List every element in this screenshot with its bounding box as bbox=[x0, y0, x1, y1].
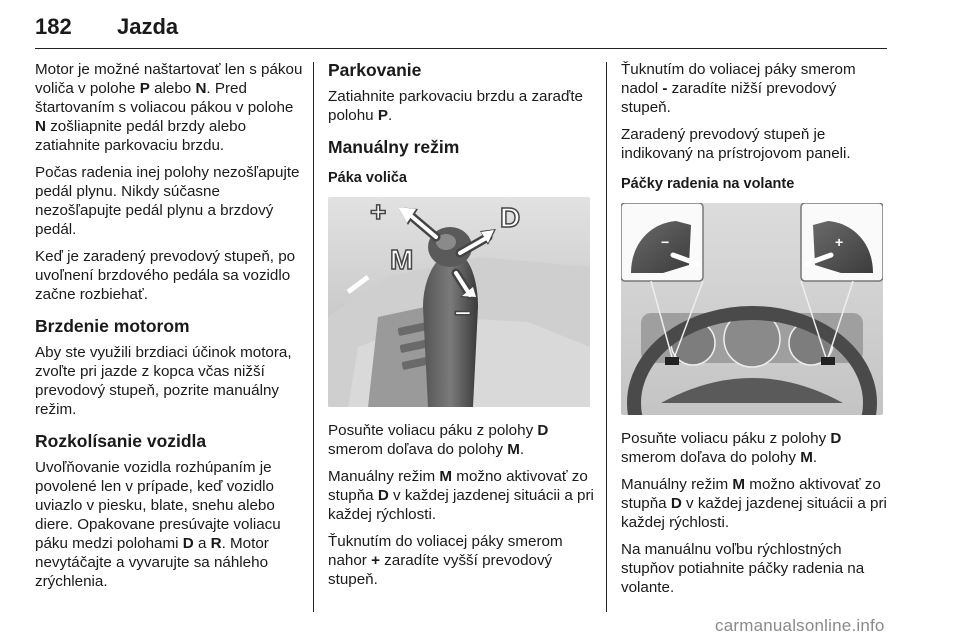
column-3 bbox=[621, 60, 889, 605]
bold-term: D bbox=[830, 430, 842, 447]
paragraph-downshift: Ťuknutím do voliacej páky smerom nadol - zaradíte nižší prevodový stupeň. bbox=[621, 61, 856, 116]
bold-term: P bbox=[377, 107, 388, 124]
bold-term: D bbox=[670, 495, 682, 512]
page-header bbox=[35, 8, 887, 49]
heading-steering-paddles: Páčky radenia na volante bbox=[621, 176, 795, 192]
bold-term: R bbox=[210, 535, 222, 552]
column-1 bbox=[35, 60, 303, 599]
bold-term: - bbox=[662, 80, 668, 97]
paragraph-rocking-vehicle: Uvoľňovanie vozidla rozhúpaním je povolené len v prípade, keď vozidlo uviazlo v piesku, blate, snehu alebo diere. Opakovane presúvajte voliacu páku medzi polohami D a R. Motor nevytáčajte a vyvarujte sa náhleho zrýchlenia. bbox=[35, 459, 281, 590]
heading-rocking-vehicle: Rozkolísanie vozidla bbox=[35, 431, 207, 451]
figure-label-minus: − bbox=[454, 297, 472, 330]
column-2 bbox=[328, 60, 596, 597]
paragraph-start-conditions: Motor je možné naštartovať len s pákou voliča v polohe P alebo N. Pred štartovaním s voliacou pákou v polohe N zošliapnite pedál brzdy alebo zatiahnite parkovaciu brzdu. bbox=[35, 61, 303, 154]
bold-term: M bbox=[732, 476, 746, 493]
paragraph-upshift: Ťuknutím do voliacej páky smerom nahor + zaradíte vyšší prevodový stupeň. bbox=[328, 533, 563, 588]
paragraph-manual-activation: Manuálny režim M možno aktivovať zo stupňa D v každej jazdenej situácii a pri každej rýchlosti. bbox=[328, 468, 594, 523]
paragraph-brake-release: Keď je zaradený prevodový stupeň, po uvoľnení brzdového pedála sa vozidlo začne rozbiehať. bbox=[35, 248, 296, 303]
figure-label-m: M bbox=[390, 244, 414, 275]
paragraph-gear-indicator: Zaradený prevodový stupeň je indikovaný na prístrojovom paneli. bbox=[621, 126, 851, 162]
paragraph-gas-pedal: Počas radenia inej polohy nezošľapujte pedál plynu. Nikdy súčasne nezošľapujte pedál plynu a brzdový pedál. bbox=[35, 164, 300, 238]
bold-term: M bbox=[507, 441, 520, 458]
figure-label-d: D bbox=[500, 202, 521, 233]
bold-term: N bbox=[35, 118, 46, 135]
heading-engine-braking: Brzdenie motorom bbox=[35, 316, 190, 336]
bold-term: M bbox=[439, 468, 453, 485]
watermark: carmanualsonline.info bbox=[715, 616, 885, 635]
paragraph-manual-activation-2: Manuálny režim M možno aktivovať zo stupňa D v každej jazdenej situácii a pri každej rýchlosti. bbox=[621, 476, 887, 531]
column-divider-2 bbox=[606, 62, 607, 612]
bold-term: D bbox=[537, 422, 549, 439]
paragraph-paddle-usage: Na manuálnu voľbu rýchlostných stupňov potiahnite páčky radenia na volante. bbox=[621, 541, 865, 596]
column-divider-1 bbox=[313, 62, 314, 612]
heading-selector-lever: Páka voliča bbox=[328, 170, 407, 186]
paragraph-engine-braking: Aby ste využili brzdiaci účinok motora, zvoľte pri jazde z kopca včas nižší prevodový stupeň, pozrite manuálny režim. bbox=[35, 344, 292, 418]
paddle-label-plus: + bbox=[835, 234, 844, 250]
bold-term: D bbox=[377, 487, 389, 504]
heading-manual-mode: Manuálny režim bbox=[328, 137, 460, 157]
heading-parking: Parkovanie bbox=[328, 60, 422, 80]
paragraph-move-to-m-2: Posuňte voliacu páku z polohy D smerom doľava do polohy M. bbox=[621, 430, 842, 466]
bold-term: D bbox=[182, 535, 194, 552]
selector-lever-figure bbox=[328, 197, 590, 407]
bold-term: M bbox=[800, 449, 813, 466]
bold-term: P bbox=[139, 80, 150, 97]
figure-label-plus: + bbox=[370, 197, 387, 227]
steering-paddles-figure bbox=[621, 203, 883, 415]
bold-term: N bbox=[195, 80, 207, 97]
page-title: Jazda bbox=[117, 14, 179, 39]
paragraph-parking: Zatiahnite parkovaciu brzdu a zaraďte polohu P. bbox=[328, 88, 584, 124]
paragraph-move-to-m: Posuňte voliacu páku z polohy D smerom doľava do polohy M. bbox=[328, 422, 549, 458]
paddle-label-minus: − bbox=[661, 234, 670, 250]
page-number: 182 bbox=[35, 14, 72, 39]
bold-term: + bbox=[371, 552, 380, 569]
